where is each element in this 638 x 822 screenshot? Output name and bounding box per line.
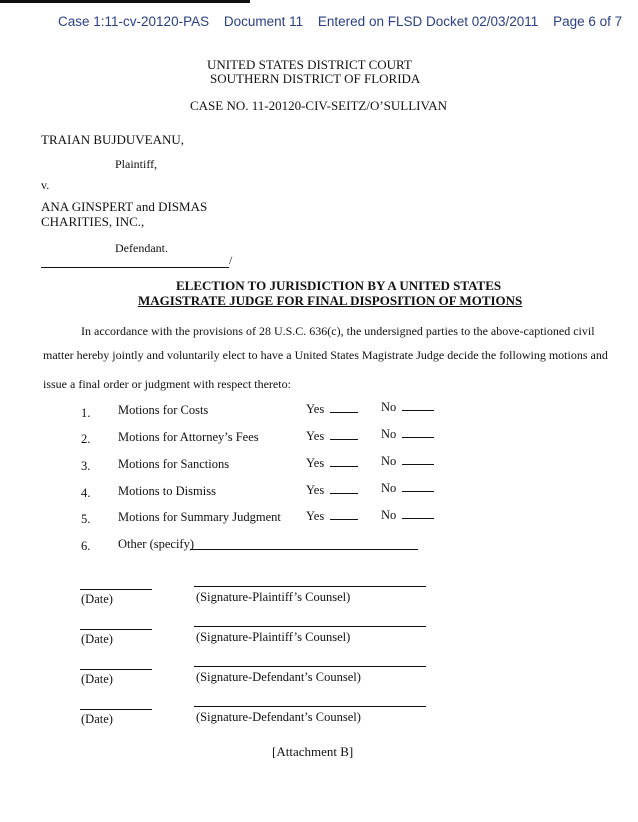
motion-no[interactable]: No	[381, 427, 434, 442]
motion-label: Motions for Sanctions	[118, 457, 230, 471]
body-line2: matter hereby jointly and voluntarily elect to have a United States Magistrate Judge decide the following motions and	[43, 348, 608, 362]
motion-yes[interactable]: Yes	[306, 429, 358, 444]
motion-no[interactable]: No	[381, 400, 434, 415]
date-line[interactable]	[80, 709, 152, 710]
signature-caption: (Signature-Plaintiff’s Counsel)	[196, 630, 351, 644]
defendant-name-line2: CHARITIES, INC.,	[41, 214, 145, 229]
plaintiff-name: TRAIAN BUJDUVEANU,	[41, 132, 184, 147]
motion-label: Motions for Summary Judgment	[118, 510, 281, 524]
motion-yes[interactable]: Yes	[306, 483, 358, 498]
motion-no[interactable]: No	[381, 508, 434, 523]
motion-number: 6.	[81, 539, 91, 553]
case-number: CASE NO. 11-20120-CIV-SEITZ/O’SULLIVAN	[190, 98, 447, 113]
date-caption: (Date)	[81, 592, 113, 606]
date-line[interactable]	[80, 589, 152, 590]
ecf-header-stamp	[58, 14, 633, 29]
signature-line[interactable]	[194, 706, 426, 707]
date-line[interactable]	[80, 629, 152, 630]
motion-number: 4.	[81, 486, 91, 500]
date-caption: (Date)	[81, 712, 113, 726]
other-specify-line[interactable]	[190, 549, 418, 550]
form-title-line2: MAGISTRATE JUDGE FOR FINAL DISPOSITION OF MOTIONS	[138, 293, 523, 308]
motion-yes[interactable]: Yes	[306, 402, 358, 417]
court-name: UNITED STATES DISTRICT COURT	[207, 57, 412, 72]
motion-label: Other (specify)	[118, 537, 195, 551]
motion-yes[interactable]: Yes	[306, 456, 358, 471]
date-caption: (Date)	[81, 672, 113, 686]
signature-caption: (Signature-Plaintiff’s Counsel)	[196, 590, 351, 604]
signature-line[interactable]	[194, 626, 426, 627]
form-title-line1: ELECTION TO JURISDICTION BY A UNITED STATES	[176, 278, 502, 293]
header-entered-date: Entered on FLSD Docket 02/03/2011	[317, 14, 539, 29]
top-edge-bar	[0, 0, 250, 3]
defendant-name-line1: ANA GINSPERT and DISMAS	[41, 199, 208, 214]
versus: v.	[41, 178, 50, 192]
caption-rule	[41, 267, 229, 268]
court-district: SOUTHERN DISTRICT OF FLORIDA	[210, 71, 421, 86]
motion-label: Motions for Costs	[118, 403, 209, 417]
motion-number: 2.	[81, 432, 91, 446]
body-line3: issue a final order or judgment with respect thereto:	[43, 377, 291, 391]
motion-number: 5.	[81, 512, 91, 526]
signature-caption: (Signature-Defendant’s Counsel)	[196, 710, 361, 724]
header-document-number: Document 11	[223, 14, 304, 29]
signature-line[interactable]	[194, 666, 426, 667]
caption-slash: /	[229, 253, 233, 267]
motion-number: 1.	[81, 406, 91, 420]
motion-no[interactable]: No	[381, 454, 434, 469]
motion-label: Motions for Attorney’s Fees	[118, 430, 259, 444]
header-page-number: Page 6 of 7	[553, 14, 623, 29]
defendant-role: Defendant.	[115, 241, 168, 255]
plaintiff-role: Plaintiff,	[115, 157, 158, 171]
header-case-number: Case 1:11-cv-20120-PAS	[58, 14, 210, 29]
date-caption: (Date)	[81, 632, 113, 646]
motion-yes[interactable]: Yes	[306, 509, 358, 524]
body-line1: In accordance with the provisions of 28 U.S.C. 636(c), the undersigned parties to the above-captioned civil	[81, 324, 595, 338]
signature-line[interactable]	[194, 586, 426, 587]
motion-number: 3.	[81, 459, 91, 473]
attachment-label: [Attachment B]	[272, 744, 354, 759]
motion-no[interactable]: No	[381, 481, 434, 496]
signature-caption: (Signature-Defendant’s Counsel)	[196, 670, 361, 684]
date-line[interactable]	[80, 669, 152, 670]
motion-label: Motions to Dismiss	[118, 484, 216, 498]
